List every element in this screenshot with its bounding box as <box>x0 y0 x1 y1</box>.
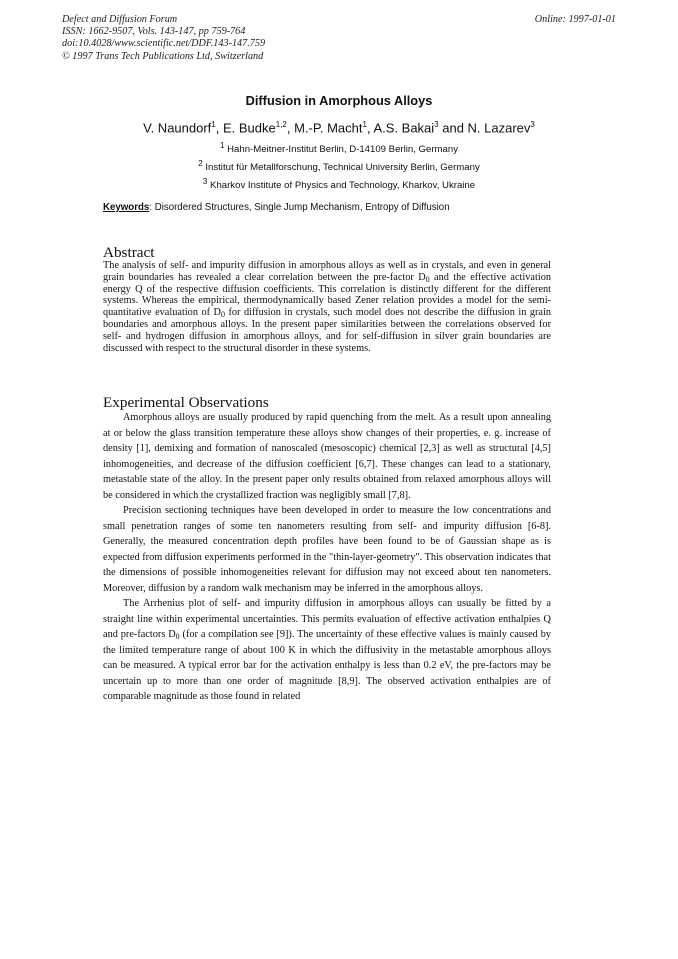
experimental-heading: Experimental Observations <box>103 394 269 411</box>
affiliation-2: $^2$ Institut für Metallforschung, Technical University Berlin, Germany <box>198 159 480 174</box>
author-name: E. Budke <box>222 120 276 136</box>
author-name: V. Naundorf <box>143 120 212 136</box>
author-affiliation-mark: 1 <box>211 120 216 129</box>
paper-title: Diffusion in Amorphous Alloys <box>245 93 433 108</box>
journal-header <box>62 14 265 63</box>
issn-line: ISSN: 1662-9507, Vols. 143-147, pp 759-764 <box>62 26 246 38</box>
affiliation-1: $^1$ Hahn-Meitner-Institut Berlin, D-14109 Berlin, Germany <box>219 141 458 156</box>
experimental-paragraph-3: The Arrhenius plot of self- and impurity diffusion in amorphous alloys can usually be fitted by a straight line within experimental uncertainties. This permits evaluation of effective activation enthalpies Q and pre-factors $D_0$ (for a compilation see [9]). The uncertainty of these effective values is mainly caused by the limited temperature range of about 100 K in which the diffusivity in the metastable amorphous alloys can be measured. A typical error bar for the activation enthalpy is less than 0.2 eV, the pre-factors may be uncertain up to more than one order of magnitude [8,9]. The observed activation enthalpies are of comparable magnitude as those found in related <box>103 598 551 702</box>
online-date: Online: 1997-01-01 <box>534 14 616 25</box>
keywords-label: Keywords <box>103 202 150 213</box>
author-name: A.S. Bakai <box>373 120 435 136</box>
experimental-paragraph-1: Amorphous alloys are usually produced by rapid quenching from the melt. As a result upon annealing at or below the glass transition temperature these alloys show changes of their properties, e. g. increase of density [1], demixing and formation of nanoscaled (mesoscopic) chemical [2,3] as well as structural [4,5] inhomogeneities, and decrease of the diffusion coefficient [6,7]. These changes can lead to a stationary, metastable state of the alloy. In the present paper only results obtained from relaxed amorphous alloys will be considered in which the crystallized fraction was negligibly small [7,8]. <box>103 412 551 501</box>
author-affiliation-mark: 1 <box>362 120 367 129</box>
author-list: V. Naundorf$^1$, E. Budke$^{1,2}$, M.-P. Macht$^1$, A.S. Bakai$^3$ and N. Lazarev$^3$ <box>143 120 535 136</box>
author-affiliation-mark: 3 <box>530 120 535 129</box>
author-affiliation-mark: 1,2 <box>275 120 287 129</box>
copyright-line: © 1997 Trans Tech Publications Ltd, Switzerland <box>62 50 264 62</box>
experimental-section <box>103 396 551 705</box>
abstract-heading: Abstract <box>103 244 155 261</box>
experimental-paragraph-2: Precision sectioning techniques have been developed in order to measure the low concentrations and small penetration ranges of some ten nanometers resulting from self- and impurity diffusion [6-8]. Generally, the measured concentration depth profiles have been found to be of Gaussian shape as is expected from diffusion experiments performed in the "thin-layer-geometry". This observation indicates that the dimensions of possible inhomogeneities relevant for diffusion may not exceed about ten nanometers. Moreover, diffusion by a random walk mechanism may be inferred in the amorphous alloys. <box>103 505 551 594</box>
author-affiliation-mark: 3 <box>434 120 439 129</box>
affiliation-3: $^3$ Kharkov Institute of Physics and Technology, Kharkov, Ukraine <box>202 177 476 192</box>
keywords-text: : Disordered Structures, Single Jump Mechanism, Entropy of Diffusion <box>149 202 450 213</box>
journal-name: Defect and Diffusion Forum <box>62 14 178 25</box>
keywords-line <box>103 202 450 213</box>
abstract-section <box>103 246 551 354</box>
author-name: M.-P. Macht <box>294 120 363 136</box>
author-name: N. Lazarev <box>467 120 531 136</box>
abstract-text: The analysis of self- and impurity diffusion in amorphous alloys as well as in crystals, and even in general grain boundaries has revealed a clear correlation between the pre-factor $D_0$ and the effective activation energy Q of the respective diffusion coefficients. This correlation is distinctly different for the different systems. Whereas the empirical, thermodynamically based Zener relation provides a model for the semi-quantitative evaluation of $D_0$ for diffusion in crystals, such model does not describe the diffusion in grain boundaries and amorphous alloys. In the present paper similarities between the correlations observed for self- and hydrogen diffusion in amorphous alloys, and for self-diffusion in silver grain boundaries are discussed with respect to the structural disorder in these systems. <box>103 260 552 354</box>
doi-line: doi:10.4028/www.scientific.net/DDF.143-147.759 <box>62 38 266 50</box>
